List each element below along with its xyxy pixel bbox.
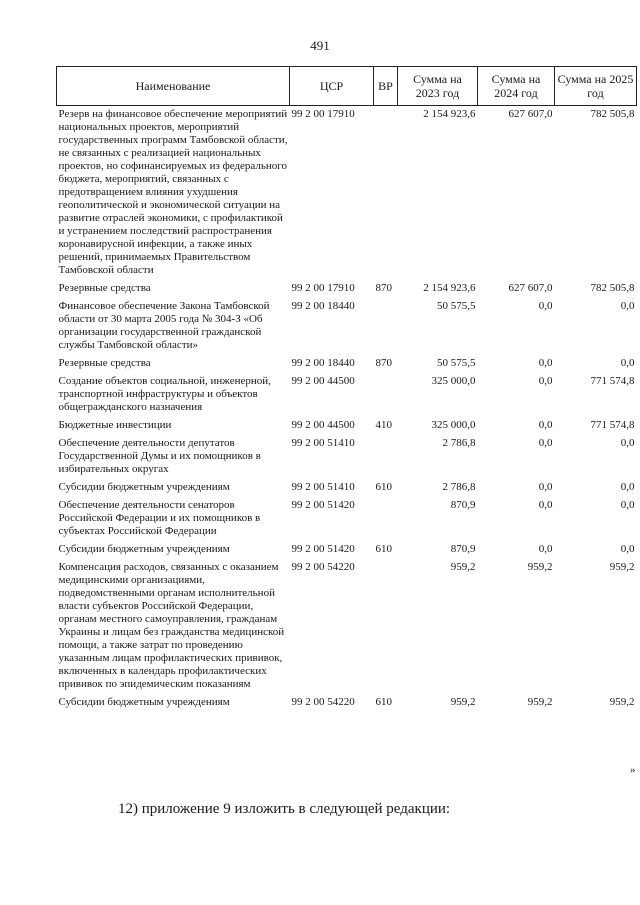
- row-sum-2024: 959,2: [527, 561, 553, 573]
- row-sum-2023: 50 575,5: [437, 300, 476, 312]
- row-name: Резервные средства: [58, 357, 151, 369]
- row-sum-2024: 0,0: [538, 300, 553, 312]
- row-csr: 99 2 00 44500: [291, 419, 355, 431]
- row-name: Субсидии бюджетным учреждениям: [58, 481, 230, 493]
- table-row: [57, 280, 637, 298]
- row-sum-2025: 0,0: [620, 543, 635, 555]
- row-vr: [374, 435, 398, 479]
- row-vr: 610: [375, 696, 392, 708]
- row-sum-2024: 627 607,0: [508, 108, 553, 120]
- header-sum-2025: Сумма на 2025 год: [555, 67, 637, 106]
- table-row: [57, 559, 637, 694]
- row-sum-2023: 325 000,0: [431, 419, 476, 431]
- row-sum-2024: 0,0: [538, 437, 553, 449]
- row-csr: 99 2 00 51420: [291, 499, 355, 511]
- header-sum-2024: Сумма на 2024 год: [478, 67, 555, 106]
- row-sum-2023: 2 154 923,6: [423, 108, 476, 120]
- row-name: Субсидии бюджетным учреждениям: [58, 543, 230, 555]
- header-vr: ВР: [374, 67, 398, 106]
- header-name: Наименование: [57, 67, 290, 106]
- row-csr: 99 2 00 51410: [291, 481, 355, 493]
- row-sum-2023: 325 000,0: [431, 375, 476, 387]
- row-sum-2023: 50 575,5: [437, 357, 476, 369]
- row-name: Обеспечение деятельности сенаторов Российской Федерации и их помощников в субъектах Российской Федерации: [58, 499, 261, 537]
- row-vr: 870: [375, 357, 392, 369]
- row-csr: 99 2 00 51420: [291, 543, 355, 555]
- row-name: Субсидии бюджетным учреждениям: [58, 696, 230, 708]
- table-row: [57, 541, 637, 559]
- amendment-note: 12) приложение 9 изложить в следующей редакции:: [118, 801, 451, 817]
- row-csr: 99 2 00 18440: [291, 300, 355, 312]
- row-sum-2024: 627 607,0: [508, 282, 553, 294]
- table-header-row: [57, 67, 637, 106]
- row-name: Резервные средства: [58, 282, 151, 294]
- row-sum-2025: 782 505,8: [590, 282, 635, 294]
- row-sum-2023: 2 786,8: [442, 481, 476, 493]
- row-vr: [374, 497, 398, 541]
- table-row: [57, 435, 637, 479]
- row-sum-2025: 771 574,8: [590, 419, 635, 431]
- budget-table: [56, 66, 637, 712]
- row-sum-2023: 2 154 923,6: [423, 282, 476, 294]
- row-csr: 99 2 00 54220: [291, 696, 355, 708]
- row-vr: [374, 559, 398, 694]
- row-name: Компенсация расходов, связанных с оказанием медицинскими организациями, подведомственными органам исполнительной власти субъектов Российской Федерации, органам местного самоуправления, гражданам Украины и лицам без гражданства медицинской помощи, а также затрат по проведению указанным лицам профилактических прививок, включенных в календарь профилактических прививок по эпидемическим показаниям: [58, 561, 285, 690]
- row-sum-2025: 959,2: [609, 561, 635, 573]
- row-sum-2023: 870,9: [450, 543, 476, 555]
- row-sum-2024: 0,0: [538, 481, 553, 493]
- row-sum-2025: 771 574,8: [590, 375, 635, 387]
- row-sum-2025: 0,0: [620, 481, 635, 493]
- row-sum-2025: 0,0: [620, 357, 635, 369]
- table-row: [57, 373, 637, 417]
- row-sum-2024: 0,0: [538, 543, 553, 555]
- table-row: [57, 355, 637, 373]
- row-vr: [374, 106, 398, 281]
- row-vr: 610: [375, 543, 392, 555]
- row-sum-2024: 0,0: [538, 375, 553, 387]
- header-sum-2023: Сумма на 2023 год: [398, 67, 478, 106]
- row-csr: 99 2 00 18440: [291, 357, 355, 369]
- row-sum-2024: 959,2: [527, 696, 553, 708]
- row-csr: 99 2 00 17910: [291, 108, 355, 120]
- page-number: 491: [310, 38, 330, 53]
- row-csr: 99 2 00 51410: [291, 437, 355, 449]
- row-sum-2023: 870,9: [450, 499, 476, 511]
- row-name: Резерв на финансовое обеспечение мероприятий национальных проектов, мероприятий государственных программ Тамбовской области, не связанных с реализацией национальных проектов, но софинансируемых из федерального бюджета, мероприятий, связанных с предотвращением влияния ухудшения геополитической и экономической ситуации на развитие отраслей экономики, с профилактикой и устранением последствий распространения коронавирусной инфекции, а также иных решений, принимаемых Правительством Тамбовской области: [58, 108, 288, 276]
- row-csr: 99 2 00 17910: [291, 282, 355, 294]
- row-vr: 410: [375, 419, 392, 431]
- table-row: [57, 417, 637, 435]
- row-name: Бюджетные инвестиции: [58, 419, 172, 431]
- table-row: [57, 497, 637, 541]
- row-csr: 99 2 00 44500: [291, 375, 355, 387]
- row-name: Обеспечение деятельности депутатов Государственной Думы и их помощников в избирательных округах: [58, 437, 261, 475]
- table-row: [57, 298, 637, 355]
- row-name: Финансовое обеспечение Закона Тамбовской области от 30 марта 2005 года № 304-З «Об организации государственной гражданской службы Тамбовской области»: [58, 300, 270, 351]
- row-sum-2025: 0,0: [620, 437, 635, 449]
- table-row: [57, 479, 637, 497]
- header-csr: ЦСР: [290, 67, 374, 106]
- closing-quote: »: [630, 764, 636, 776]
- row-sum-2025: 0,0: [620, 300, 635, 312]
- row-sum-2023: 959,2: [450, 696, 476, 708]
- table-row: [57, 694, 637, 712]
- row-vr: 610: [375, 481, 392, 493]
- row-vr: [374, 298, 398, 355]
- row-vr: [374, 373, 398, 417]
- row-sum-2023: 959,2: [450, 561, 476, 573]
- row-name: Создание объектов социальной, инженерной, транспортной инфраструктуры и объектов общегражданского назначения: [58, 375, 271, 413]
- row-sum-2023: 2 786,8: [442, 437, 476, 449]
- table-row: [57, 106, 637, 281]
- row-sum-2024: 0,0: [538, 499, 553, 511]
- row-sum-2025: 782 505,8: [590, 108, 635, 120]
- row-vr: 870: [375, 282, 392, 294]
- row-sum-2025: 959,2: [609, 696, 635, 708]
- row-sum-2024: 0,0: [538, 357, 553, 369]
- row-sum-2025: 0,0: [620, 499, 635, 511]
- row-csr: 99 2 00 54220: [291, 561, 355, 573]
- row-sum-2024: 0,0: [538, 419, 553, 431]
